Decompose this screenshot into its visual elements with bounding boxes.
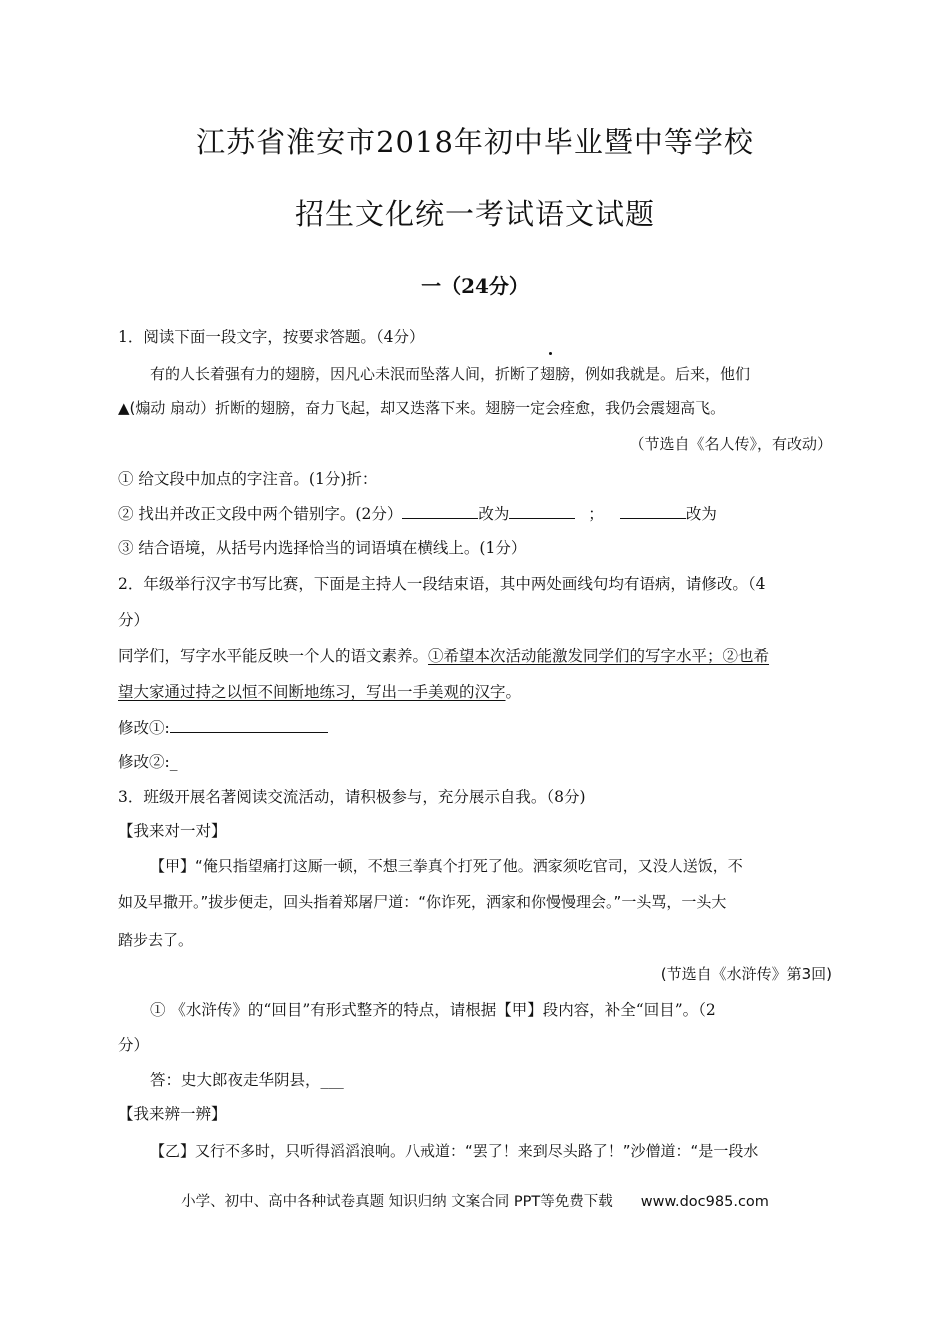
q1-sub3: ③ 结合语境，从括号内选择恰当的词语填在横线上。(1分） <box>118 539 527 557</box>
q1-sub2-text: ② 找出并改正文段中两个错别字。(2分） <box>118 505 403 523</box>
q1-sub2-change-label2: 改为 <box>685 505 717 523</box>
q2-text-line1 <box>118 645 832 667</box>
q3-answer-line: 答：史大郎夜走华阴县，___ <box>150 1071 344 1089</box>
q2-text-line2 <box>118 681 832 703</box>
q2-underlined-sentence1: ①希望本次活动能激发同学们的写字水平；②也希 <box>428 647 770 665</box>
q2-text-end: 。 <box>505 683 522 701</box>
q1-source: （节选自《名人传》，有改动） <box>629 435 832 453</box>
q3-heading-compare: 【我来对一对】 <box>118 822 227 840</box>
footer-text: 小学、初中、高中各种试卷真题 知识归纳 文案合同 PPT等免费下载 <box>181 1194 613 1210</box>
q1-sub1: ① 给文段中加点的字注音。(1分)折： <box>118 470 378 488</box>
q3-stem: 3．班级开展名著阅读交流活动，请积极参与，充分展示自我。（8分) <box>118 788 586 806</box>
q3-passage-yi-line1: 【乙】又行不多时，只听得滔滔浪响。八戒道：“罢了！来到尽头路了！”沙僧道：“是一段水 <box>150 1142 759 1160</box>
q3-source: (节选自《水浒传》第3回) <box>660 965 832 983</box>
q3-sub1-line1: ① 《水浒传》的“回目”有形式整齐的特点，请根据【甲】段内容，补全“回目”。（2 <box>150 1001 716 1019</box>
exam-title-line2: 招生文化统一考试语文试题 <box>294 197 655 231</box>
exam-title-line1: 江苏省淮安市2018年初中毕业暨中等学校 <box>196 125 754 159</box>
answer-blank[interactable] <box>509 502 575 519</box>
q3-passage-jia-line2: 如及早撒开。”拔步便走，回头指着郑屠尸道：“你诈死，洒家和你慢慢理会。”一头骂，一头大 <box>118 893 727 911</box>
q2-text-plain: 同学们，写字水平能反映一个人的语文素养。 <box>118 647 429 665</box>
answer-blank[interactable] <box>620 502 686 519</box>
page-footer <box>0 1190 950 1211</box>
q1-stem: 1．阅读下面一段文字，按要求答题。（4分） <box>118 328 425 346</box>
q2-fix2: 修改②:_ <box>118 753 178 771</box>
q1-sub2-change-label: 改为 <box>478 505 510 523</box>
q1-passage-line1: 有的人长着强有力的翅膀，因凡心未泯而坠落人间，折断了翅膀，例如我就是。后来，他们 <box>150 365 751 383</box>
q3-passage-jia-line3: 踏步去了。 <box>118 931 194 949</box>
q2-stem-line1: 2．年级举行汉字书写比赛，下面是主持人一段结束语，其中两处画线句均有语病，请修改。（4 <box>118 575 766 593</box>
answer-blank[interactable] <box>170 716 328 733</box>
q3-passage-jia-line1: 【甲】“俺只指望痛打这厮一顿，不想三拳真个打死了他。洒家须吃官司，又没人送饭，不 <box>150 857 743 875</box>
q2-stem-line2: 分） <box>118 611 150 629</box>
q1-sub2-separator: ； <box>588 505 604 523</box>
q1-passage-line2: ▲(煽动 扇动）折断的翅膀，奋力飞起，却又迭落下来。翅膀一定会痊愈，我仍会震翅高飞。 <box>118 399 726 417</box>
section-heading: 一（24分） <box>421 274 529 298</box>
q3-heading-distinguish: 【我来辨一辨】 <box>118 1105 227 1123</box>
footer-website-link[interactable]: www.doc985.com <box>640 1194 769 1210</box>
q2-underlined-sentence2: 望大家通过持之以恒不间断地练习，写出一手美观的汉字 <box>118 683 506 701</box>
q3-sub1-line2: 分） <box>118 1036 150 1054</box>
emphasis-dot <box>549 352 552 355</box>
q1-sub2 <box>118 502 832 525</box>
q2-fix1-label: 修改①: <box>118 719 170 737</box>
q2-fix1 <box>118 716 832 739</box>
answer-blank[interactable] <box>402 502 478 519</box>
